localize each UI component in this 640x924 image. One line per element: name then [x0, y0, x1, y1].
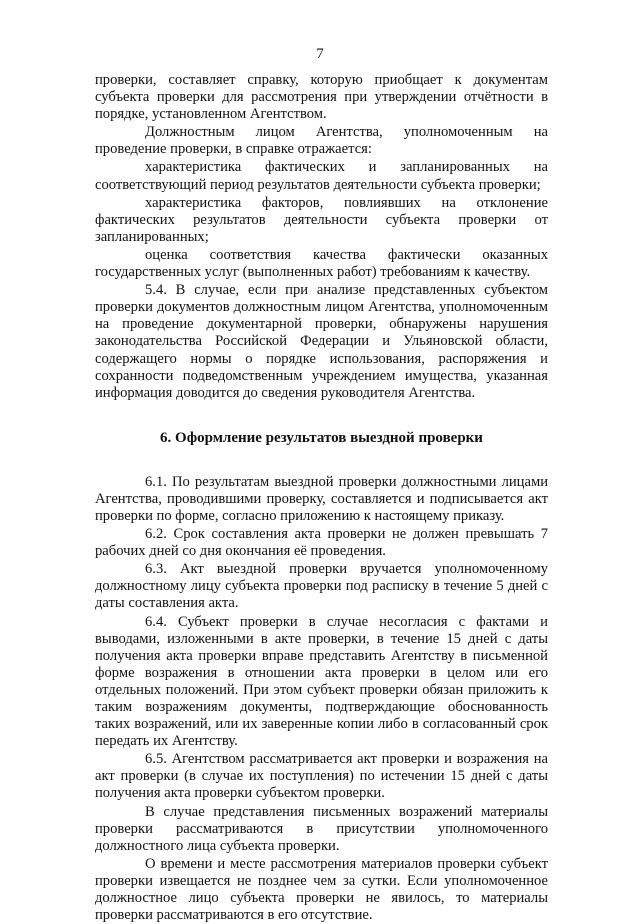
paragraph-item-factors: характеристика факторов, повлиявших на отклонение фактических результатов деятельности субъекта проверки от запланированных;: [95, 194, 548, 245]
paragraph-6-2: 6.2. Срок составления акта проверки не должен превышать 7 рабочих дней со дня окончания её проведения.: [95, 526, 548, 560]
page-number: 7: [316, 46, 324, 62]
paragraph-6-5: 6.5. Агентством рассматривается акт проверки и возражения на акт проверки (в случае их поступления) по истечении 15 дней с даты получения акта проверки субъектом проверки.: [95, 751, 548, 802]
paragraph-continuation: проверки, составляет справку, которую приобщает к документам субъекта проверки для рассмотрения при утверждении отчётности в порядке, установленном Агентством.: [95, 72, 548, 123]
paragraph-notification: О времени и месте рассмотрения материалов проверки субъект проверки извещается не позднее чем за сутки. Если уполномоченное должностное лицо субъекта проверки не явилось, то материалы проверки рассматриваются в его отсутствие.: [95, 855, 548, 924]
paragraph-5-4: 5.4. В случае, если при анализе представленных субъектом проверки документов должностным лицом Агентства, уполномоченным на проведение документарной проверки, обнаружены нарушения законодательства Российской Федерации и Ульяновской области, содержащего нормы о порядке использования, распоряжения и сохранности подведомственным учреждением имущества, указанная информация доводится до сведения руководителя Агентства.: [95, 282, 548, 401]
paragraph-item-quality: оценка соответствия качества фактически оказанных государственных услуг (выполненных работ) требованиям к качеству.: [95, 246, 548, 281]
paragraph-item-results: характеристика фактических и запланированных на соответствующий период результатов деятельности субъекта проверки;: [95, 159, 548, 193]
paragraph-6-4: 6.4. Субъект проверки в случае несогласия с фактами и выводами, изложенными в акте проверки, в течение 15 дней с даты получения акта проверки вправе представить Агентству в письменной форме возражения в отношении акта проверки в целом или его отдельных положений. При этом субъект проверки обязан приложить к таким возражениям документы, подтверждающие обоснованность таких возражений, или их заверенные копии либо в согласованный срок передать их Агентству.: [95, 613, 548, 750]
paragraph-6-3: 6.3. Акт выездной проверки вручается уполномоченному должностному лицу субъекта проверки под расписку в течение 5 дней с даты составления акта.: [95, 561, 548, 612]
document-body: [95, 72, 548, 924]
paragraph-6-1: 6.1. По результатам выездной проверки должностными лицами Агентства, проводившими проверку, составляется и подписывается акт проверки по форме, согласно приложению к настоящему приказу.: [95, 473, 548, 524]
paragraph-objections: В случае представления письменных возражений материалы проверки рассматриваются в присутствии уполномоченного должностного лица субъекта проверки.: [95, 803, 548, 854]
paragraph-report-contents: Должностным лицом Агентства, уполномоченным на проведение проверки, в справке отражается:: [95, 124, 548, 158]
section-heading: 6. Оформление результатов выездной проверки: [160, 429, 483, 446]
